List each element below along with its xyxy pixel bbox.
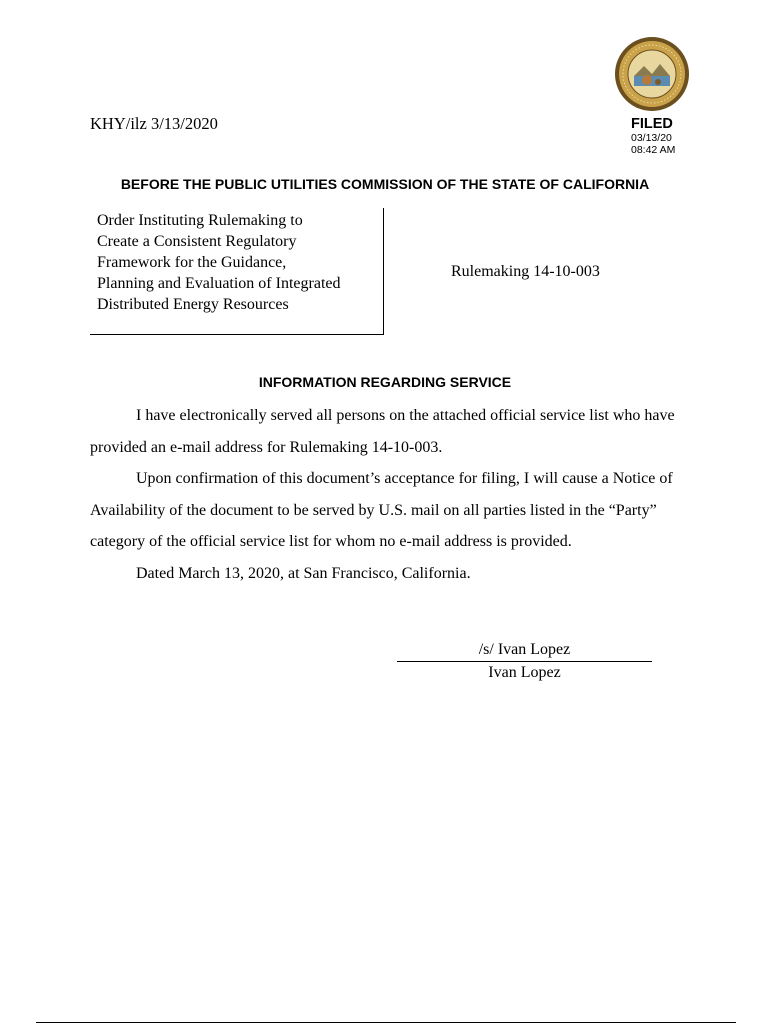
court-title: BEFORE THE PUBLIC UTILITIES COMMISSION OF THE STATE OF CALIFORNIA: [120, 176, 650, 192]
caption-line: Create a Consistent Regulatory: [97, 233, 297, 250]
caption-line: Framework for the Guidance,: [97, 254, 287, 271]
caption-line: Distributed Energy Resources: [97, 296, 289, 313]
filed-time: 08:42 AM: [631, 144, 676, 156]
footer-rule: [36, 1022, 736, 1023]
caption-box: [90, 208, 384, 335]
body-paragraph: Upon confirmation of this document’s acceptance for filing, I will cause a Notice of Availability of the document to be served by U.S. mail on all parties listed in the “Party” category of the official service list for whom no e-mail address is provided.: [90, 470, 673, 550]
docket-reference: KHY/ilz 3/13/2020: [90, 114, 218, 133]
signature-name: Ivan Lopez: [488, 664, 561, 681]
body-paragraph: Dated March 13, 2020, at San Francisco, California.: [136, 564, 471, 582]
signature-line: [397, 661, 652, 662]
signature-conformed: /s/ Ivan Lopez: [478, 641, 571, 658]
filed-date: 03/13/20: [631, 132, 672, 144]
caption-line: Planning and Evaluation of Integrated: [97, 275, 341, 292]
filed-label: FILED: [631, 116, 673, 132]
caption-text: [97, 210, 382, 315]
commission-seal-icon: [614, 36, 690, 112]
body-text: [90, 400, 675, 589]
body-paragraph: I have electronically served all persons on the attached official service list who have provided an e-mail address for Rulemaking 14-10-003.: [90, 407, 675, 456]
filed-stamp: [631, 116, 675, 156]
proceeding-number: Rulemaking 14-10-003: [451, 263, 600, 280]
section-title: INFORMATION REGARDING SERVICE: [258, 374, 512, 390]
caption-line: Order Instituting Rulemaking to: [97, 212, 303, 229]
